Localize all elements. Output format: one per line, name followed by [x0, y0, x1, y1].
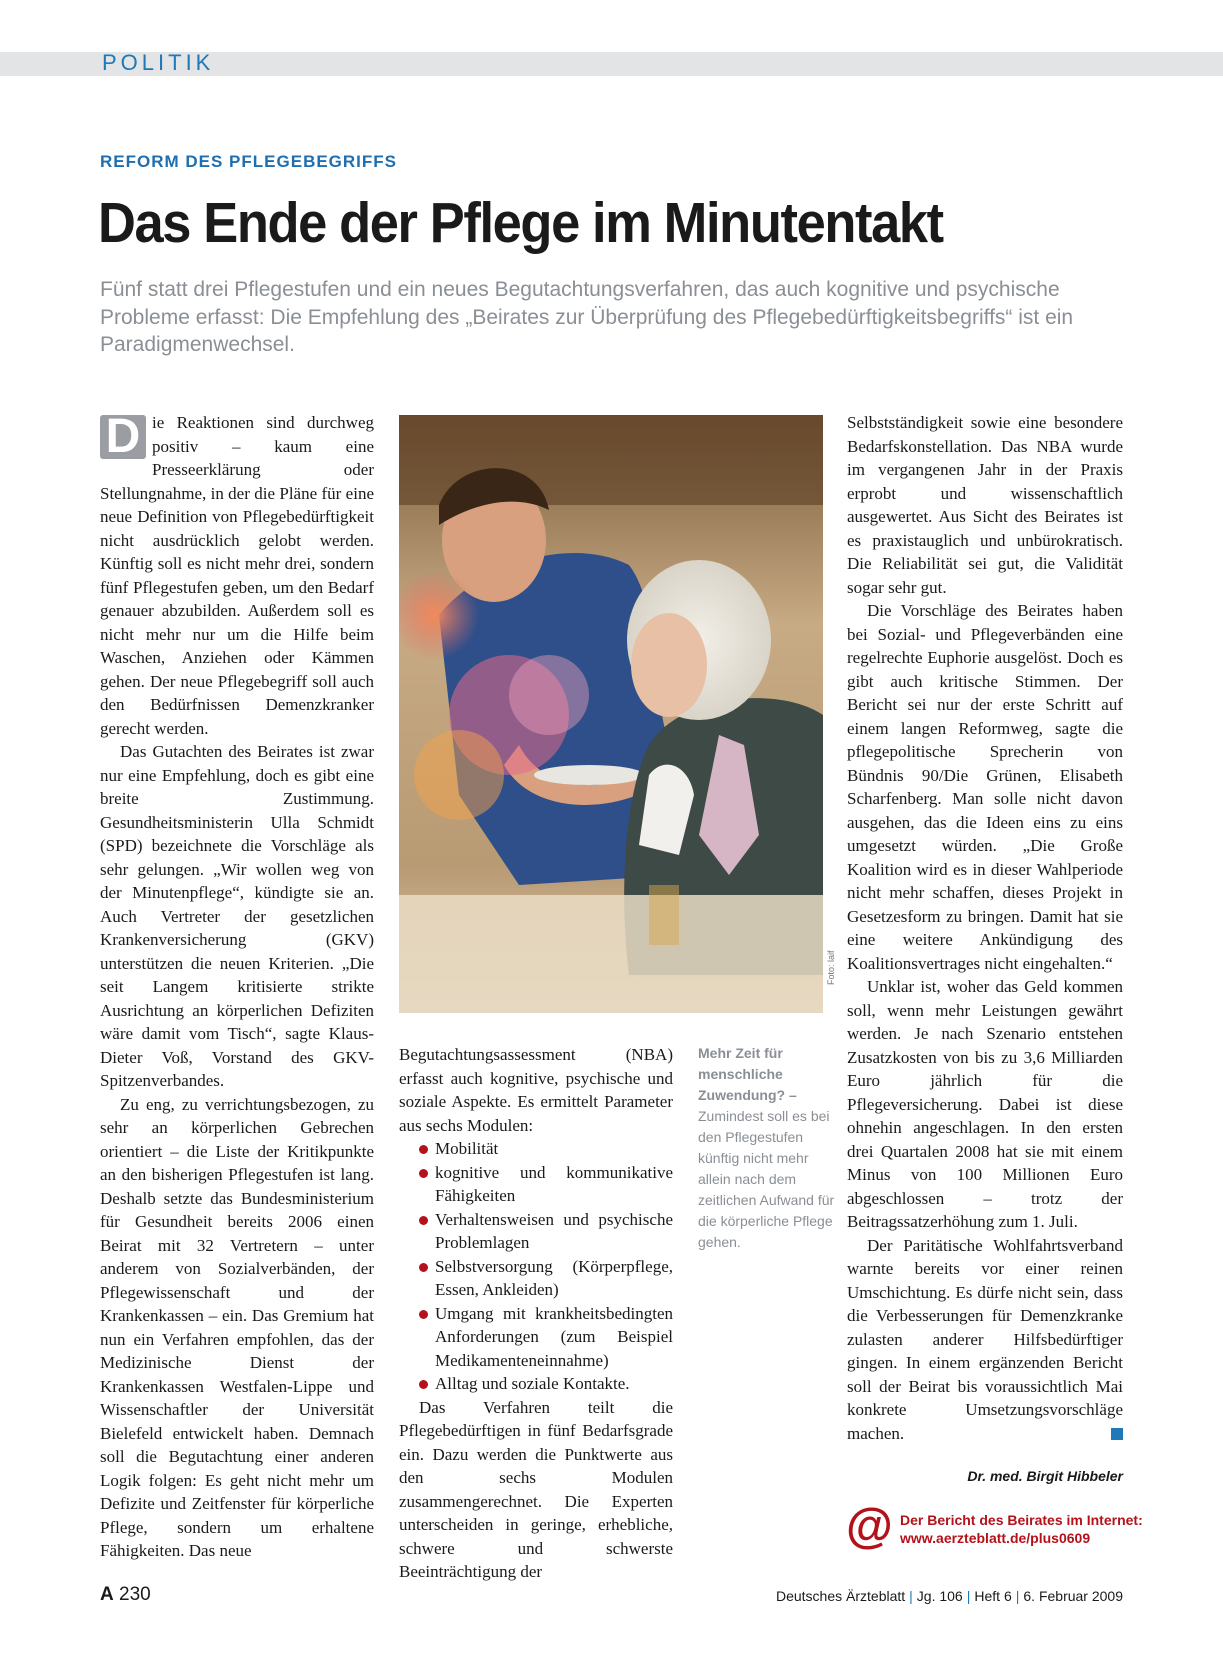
bullet-icon: [419, 1169, 428, 1178]
article-column-3: [847, 411, 1123, 1445]
caption-text: Zumindest soll es bei den Pflegestufen künftig nicht mehr allein nach dem zeitlichen Aufwand für die körperliche Pflege gehen.: [698, 1108, 835, 1250]
paragraph: Der Paritätische Wohlfahrtsverband warnte bereits vor einer reinen Umschichtung. Es dürfe nicht sein, dass die Verbesserungen für Demenzkranke zulasten anderer Hilfsbedürftiger gingen. In einem ergänzenden Bericht soll der Beirat bis voraussichtlich Mai konkrete Umsetzungsvorschläge machen.: [847, 1235, 1123, 1443]
paragraph: Das Gutachten des Beirates ist zwar nur eine Empfehlung, doch es gibt eine breite Zustimmung. Gesundheitsministerin Ulla Schmidt (SPD) bezeichnete die Vorschläge als sehr gelungen. „Wir wollen weg von der Minutenpflege“, kündigte sie an. Auch Vertreter der gesetzlichen Krankenversicherung (GKV) unterstützen die neuen Kriterien. „Die seit Langem kritisierte strikte Ausrichtung an körperlichen Defiziten wäre damit vom Tisch“, sagte Klaus-Dieter Voß, Vorstand des GKV-Spitzenverbandes.: [100, 742, 374, 1090]
list-item: kognitive und kommunikative Fähigkeiten: [399, 1161, 673, 1208]
issue-date: 6. Februar 2009: [1023, 1588, 1123, 1604]
module-list: [399, 1137, 673, 1396]
paragraph: Das Verfahren teilt die Pflegebedürftigen in fünf Bedarfsgrade ein. Dazu werden die Punktwerte aus den sechs Modulen zusammengerechnet. Die Experten unterscheiden in geringe, erhebliche, schwere und schwerste Beeinträchtigung der: [399, 1397, 673, 1581]
web-link-label: Der Bericht des Beirates im Internet:: [900, 1512, 1143, 1528]
paragraph: Die Vorschläge des Beirates haben bei Sozial- und Pflegeverbänden eine regelrechte Euphorie ausgelöst. Doch es gibt auch kritische Stimmen. Der Bericht sei nur der erste Schritt auf einem langen Reformweg, sagte die pflegepolitische Sprecherin von Bündnis 90/Die Grünen, Elisabeth Scharfenberg. Man solle nicht davon ausgehen, das die Ideen eins zu eins umgesetzt würden. „Die Große Koalition wird es in dieser Wahlperiode nicht mehr schaffen, dieses Projekt in Gesetzesform zu bringen. Damit hat sie eine weitere Ankündigung des Koalitionsvertrages nicht eingehalten.“: [847, 601, 1123, 973]
at-sign-icon: @: [846, 1500, 893, 1553]
headline: Das Ende der Pflege im Minutentakt: [98, 191, 943, 255]
issue: Heft 6: [974, 1588, 1012, 1604]
paragraph: D ie Reaktionen sind durchweg positiv – kaum eine Presseerklärung oder Stellungnahme, in der die Pläne für eine neue Definition von Pflegebedürftigkeit nicht ausdrücklich gelobt werden. Künftig soll es nicht mehr drei, sondern fünf Pflegestufen geben, um den Bedarf genauer abzubilden. Außerdem soll es nicht mehr nur um die Hilfe beim Waschen, Anziehen oder Kämmen gehen. Der neue Pflegebegriff soll auch den Bedürfnissen Demenzkranker gerecht werden.: [100, 410, 374, 738]
volume: Jg. 106: [916, 1588, 963, 1604]
photo-credit: Foto: laif: [826, 950, 836, 985]
bullet-icon: [419, 1310, 428, 1319]
dropcap: D: [100, 415, 146, 459]
end-mark-icon: [1111, 1428, 1123, 1440]
section-label: POLITIK: [102, 50, 215, 75]
lead-text: Fünf statt drei Pflegestufen und ein neues Begutachtungsverfahren, das auch kognitive und psychische Probleme erfasst: Die Empfehlung des „Beirates zur Überprüfung des Pflegebedürftigkeitsbegriffs“ ist ein Paradigmenwechsel.: [100, 278, 1074, 356]
bullet-icon: [419, 1380, 428, 1389]
paragraph: Zu eng, zu verrichtungsbezogen, zu sehr an körperlichen Gebrechen orientiert – die Liste der Kritikpunkte an den bisherigen Pflegestufen ist lang. Deshalb setzte das Bundesministerium für Gesundheit bereits 2006 einen Beirat mit 32 Vertretern – unter anderem von Sozialverbänden, der Pflegewissenschaft und der Krankenkassen – ein. Das Gremium hat nun ein Verfahren empfohlen, das der Medizinische Dienst der Krankenkassen Westfalen-Lippe und Wissenschaftler der Universität Bielefeld entwickelt haben. Demnach soll die Begutachtung einer anderen Logik folgen: Es geht nicht mehr um Defizite und Zeitfenster für körperliche Pflege, sondern um erhaltene Fähigkeiten. Das neue: [100, 1094, 374, 1560]
bullet-icon: [419, 1216, 428, 1225]
web-link-url[interactable]: www.aerzteblatt.de/plus0609: [900, 1530, 1091, 1546]
footer-citation: Deutsches Ärzteblatt | Jg. 106 | Heft 6 | 6. Februar 2009: [775, 1588, 1123, 1604]
caption-title: Mehr Zeit für menschliche Zuwendung? –: [698, 1045, 797, 1103]
list-item: Umgang mit krankheitsbedingten Anforderungen (zum Beispiel Medikamenteneinnahme): [399, 1302, 673, 1373]
photo-caption: [698, 1043, 838, 1253]
list-item: Alltag und soziale Kontakte.: [399, 1372, 673, 1396]
article-column-2: [399, 1043, 673, 1584]
list-item: Verhaltensweisen und psychische Problemlagen: [399, 1208, 673, 1255]
page-number: A 230: [100, 1584, 151, 1605]
author: Dr. med. Birgit Hibbeler: [967, 1468, 1123, 1484]
article-column-1: [100, 411, 374, 1563]
kicker: REFORM DES PFLEGEBEGRIFFS: [100, 152, 398, 171]
bullet-icon: [419, 1145, 428, 1154]
web-link-box[interactable]: [846, 1500, 1143, 1556]
bullet-icon: [419, 1263, 428, 1272]
journal-name: Deutsches Ärzteblatt: [775, 1588, 906, 1604]
list-item: Mobilität: [399, 1137, 673, 1161]
paragraph: Unklar ist, woher das Geld kommen soll, wenn mehr Leistungen gewährt werden. Je nach Szenario entstehen Zusatzkosten von bis zu 3,6 Milliarden Euro jährlich für die Pflegeversicherung. Dabei ist diese ohnehin angeschlagen. In den ersten drei Quartalen 2008 hat sie mit einem Minus von 100 Millionen Euro abgeschlossen – trotz der Beitragssatzerhöhung zum 1. Juli.: [847, 977, 1123, 1231]
paragraph: Selbstständigkeit sowie eine besondere Bedarfskonstellation. Das NBA wurde im vergangenen Jahr in der Praxis erprobt und wissenschaftlich ausgewertet. Aus Sicht des Beirates ist es praxistauglich und unbürokratisch. Die Reliabilität sei gut, die Validität sogar sehr gut.: [847, 413, 1123, 597]
article-photo: [399, 415, 823, 1013]
list-item: Selbstversorgung (Körperpflege, Essen, Ankleiden): [399, 1255, 673, 1302]
paragraph: Begutachtungsassessment (NBA) erfasst auch kognitive, psychische und soziale Aspekte. Es ermittelt Parameter aus sechs Modulen:: [399, 1045, 673, 1135]
